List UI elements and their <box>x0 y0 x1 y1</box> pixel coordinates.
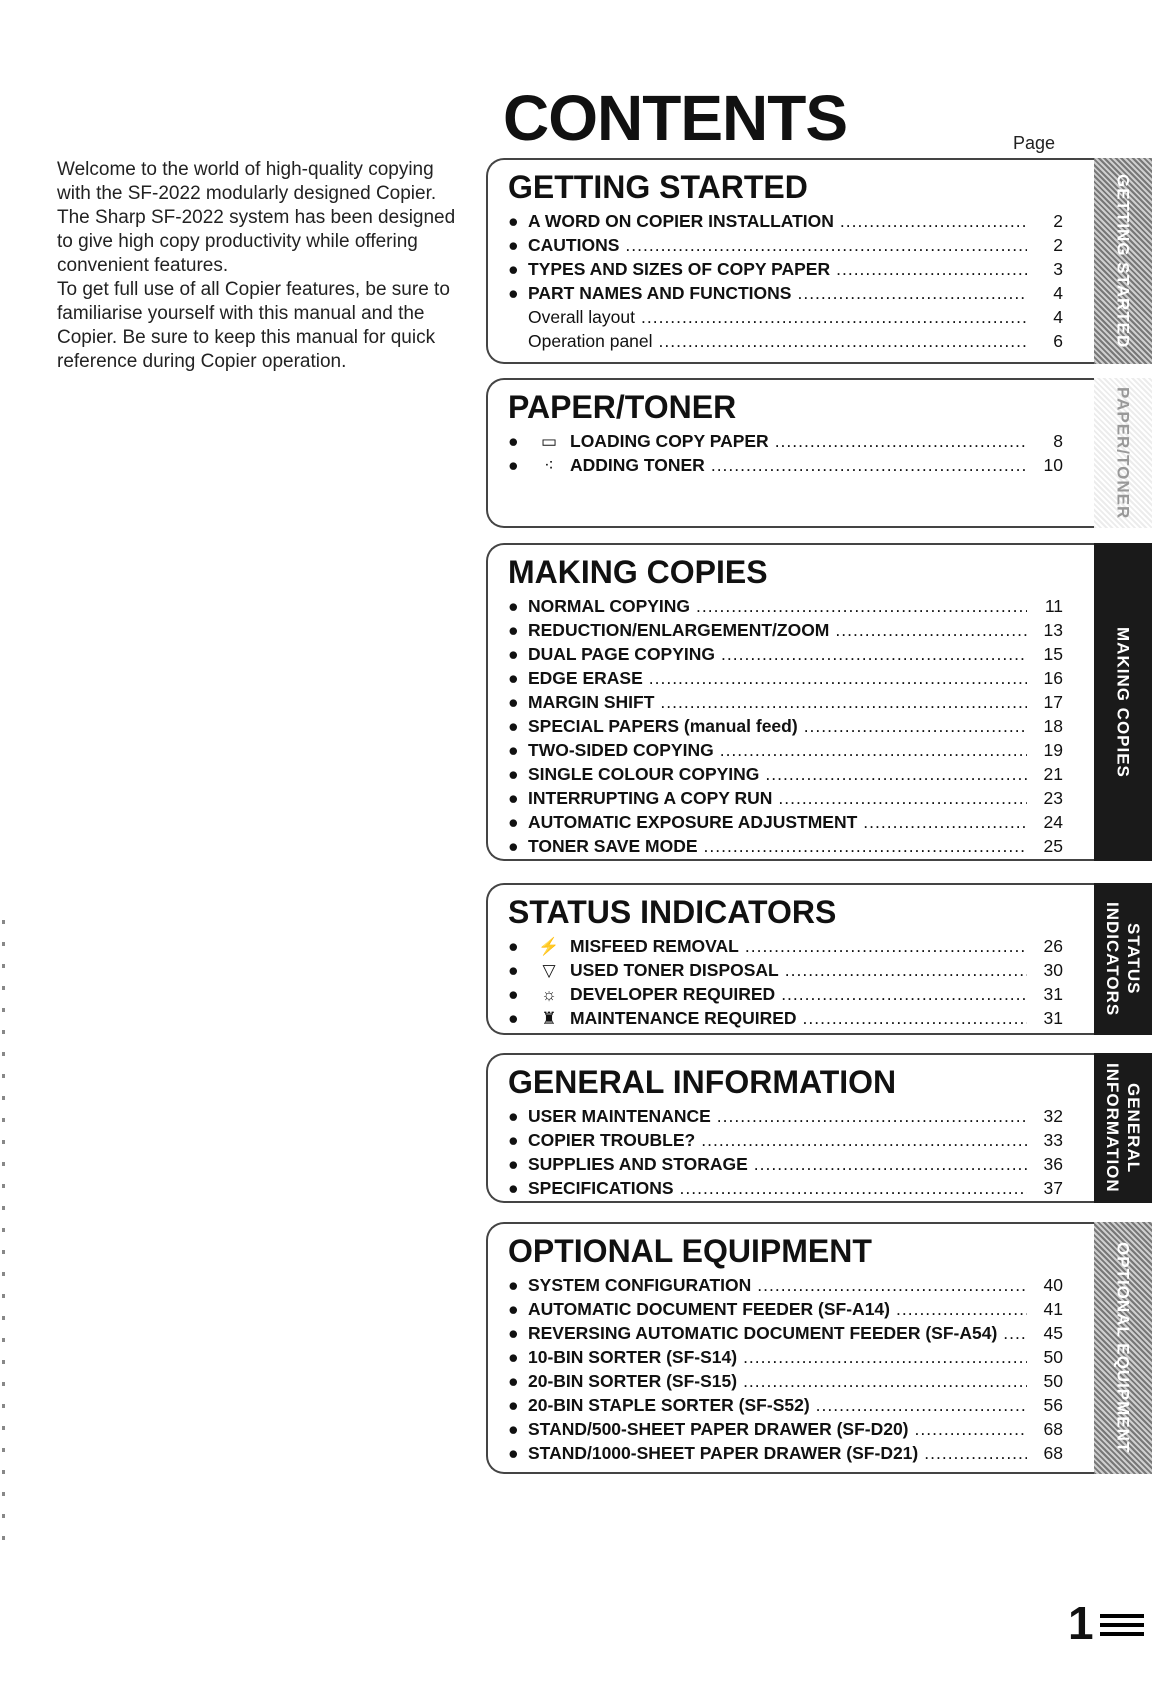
page-number: 41 <box>1043 1299 1063 1320</box>
bullet-icon: ● <box>508 1275 519 1296</box>
page-number: 31 <box>1043 984 1063 1005</box>
toc-entry[interactable]: ● STAND/1000-SHEET PAPER DRAWER (SF-D21) ..... 68 <box>488 1441 1063 1465</box>
bullet-icon: ● <box>508 211 519 232</box>
toc-entry[interactable]: ● DUAL PAGE COPYING ..... 15 <box>488 642 1063 666</box>
section-general-information <box>486 1053 1148 1203</box>
intro-text <box>57 158 462 374</box>
toc-entry[interactable]: ● SINGLE COLOUR COPYING ..... 21 <box>488 762 1063 786</box>
toc-list <box>488 209 1063 353</box>
bullet-icon: ● <box>508 788 519 809</box>
toc-entry[interactable]: ● SPECIFICATIONS ..... 37 <box>488 1176 1063 1200</box>
page-number: 23 <box>1043 788 1063 809</box>
toc-subentry[interactable]: Overall layout ..... 4 <box>488 305 1063 329</box>
section-paper-toner <box>486 378 1148 528</box>
tab-general-information[interactable]: GENERAL INFORMATION <box>1094 1053 1152 1203</box>
toc-list <box>488 934 1063 1030</box>
toc-entry[interactable]: ● AUTOMATIC EXPOSURE ADJUSTMENT ..... 24 <box>488 810 1063 834</box>
toc-entry[interactable]: ● COPIER TROUBLE? ..... 33 <box>488 1128 1063 1152</box>
section-getting-started <box>486 158 1148 364</box>
tab-status-indicators[interactable]: STATUS INDICATORS <box>1094 883 1152 1035</box>
section-heading: PAPER/TONER <box>508 389 737 425</box>
page-number: 50 <box>1043 1347 1063 1368</box>
page-number: 2 <box>1053 211 1063 232</box>
page-number: 45 <box>1043 1323 1063 1344</box>
bullet-icon: ● <box>508 644 519 665</box>
toc-entry[interactable]: ● ▭ LOADING COPY PAPER ..... 8 <box>488 429 1063 453</box>
toc-list <box>488 594 1063 858</box>
toc-entry[interactable]: ● TONER SAVE MODE ..... 25 <box>488 834 1063 858</box>
page-number: 68 <box>1043 1419 1063 1440</box>
toc-subentry[interactable]: Operation panel ..... 6 <box>488 329 1063 353</box>
page-number: 13 <box>1043 620 1063 641</box>
toc-entry[interactable]: ● ☼ DEVELOPER REQUIRED ..... 31 <box>488 982 1063 1006</box>
tab-getting-started[interactable]: GETTING STARTED <box>1094 158 1152 364</box>
page-number: 50 <box>1043 1371 1063 1392</box>
bullet-icon: ● <box>508 692 519 713</box>
page-title: CONTENTS <box>503 82 847 154</box>
bullet-icon: ● <box>508 1395 519 1416</box>
page-number: 21 <box>1043 764 1063 785</box>
toc-entry[interactable]: ● TYPES AND SIZES OF COPY PAPER ..... 3 <box>488 257 1063 281</box>
toc-entry[interactable]: ● ⚡ MISFEED REMOVAL ..... 26 <box>488 934 1063 958</box>
toc-entry[interactable]: ● SYSTEM CONFIGURATION ..... 40 <box>488 1273 1063 1297</box>
page-number: 33 <box>1043 1130 1063 1151</box>
bullet-icon: ● <box>508 1299 519 1320</box>
page-number: 56 <box>1043 1395 1063 1416</box>
bullet-icon: ● <box>508 984 519 1005</box>
toc-entry[interactable]: ● 10-BIN SORTER (SF-S14) ..... 50 <box>488 1345 1063 1369</box>
page-number: 4 <box>1053 307 1063 328</box>
paper-tray-icon: ▭ <box>540 432 558 452</box>
bullet-icon: ● <box>508 455 519 476</box>
toc-list <box>488 1273 1063 1465</box>
bullet-icon: ● <box>508 812 519 833</box>
page-number: 40 <box>1043 1275 1063 1296</box>
toc-entry[interactable]: ● A WORD ON COPIER INSTALLATION ..... 2 <box>488 209 1063 233</box>
toc-entry[interactable]: ● REVERSING AUTOMATIC DOCUMENT FEEDER (SF-A54) ..... 45 <box>488 1321 1063 1345</box>
toc-list <box>488 429 1063 477</box>
page-number: 2 <box>1053 235 1063 256</box>
page-number: 15 <box>1043 644 1063 665</box>
bullet-icon: ● <box>508 960 519 981</box>
section-optional-equipment <box>486 1222 1148 1474</box>
toc-entry[interactable]: ● USER MAINTENANCE ..... 32 <box>488 1104 1063 1128</box>
page-number: 30 <box>1043 960 1063 981</box>
toc-list <box>488 1104 1063 1200</box>
page-number: 36 <box>1043 1154 1063 1175</box>
bullet-icon: ● <box>508 1178 519 1199</box>
section-heading: MAKING COPIES <box>508 554 768 590</box>
page-number: 26 <box>1043 936 1063 957</box>
page-number: 11 <box>1044 596 1063 617</box>
maintenance-icon: ♜ <box>541 1009 557 1029</box>
toc-entry[interactable]: ● PART NAMES AND FUNCTIONS ..... 4 <box>488 281 1063 305</box>
page-number: 18 <box>1043 716 1063 737</box>
page-number: 8 <box>1053 431 1063 452</box>
bullet-icon: ● <box>508 1106 519 1127</box>
page-number: 25 <box>1043 836 1063 857</box>
used-toner-icon: ▽ <box>542 961 556 981</box>
toc-entry[interactable]: ● SUPPLIES AND STORAGE ..... 36 <box>488 1152 1063 1176</box>
bullet-icon: ● <box>508 1443 519 1464</box>
bullet-icon: ● <box>508 1347 519 1368</box>
bullet-icon: ● <box>508 620 519 641</box>
toc-entry[interactable]: ● ⁖ ADDING TONER ..... 10 <box>488 453 1063 477</box>
bullet-icon: ● <box>508 235 519 256</box>
page-number: 6 <box>1053 331 1063 352</box>
bullet-icon: ● <box>508 596 519 617</box>
page-number: 10 <box>1043 455 1063 476</box>
bullet-icon: ● <box>508 836 519 857</box>
bullet-icon: ● <box>508 764 519 785</box>
section-heading: GETTING STARTED <box>508 169 808 205</box>
toc-entry[interactable]: ● MARGIN SHIFT ..... 17 <box>488 690 1063 714</box>
page-number: 68 <box>1043 1443 1063 1464</box>
toc-entry[interactable]: ● ♜ MAINTENANCE REQUIRED ..... 31 <box>488 1006 1063 1030</box>
bullet-icon: ● <box>508 1323 519 1344</box>
toc-entry[interactable]: ● CAUTIONS ..... 2 <box>488 233 1063 257</box>
tab-paper-toner[interactable]: PAPER/TONER <box>1094 378 1152 528</box>
developer-icon: ☼ <box>541 985 557 1005</box>
toc-entry[interactable]: ● SPECIAL PAPERS (manual feed) ..... 18 <box>488 714 1063 738</box>
tab-making-copies[interactable]: MAKING COPIES <box>1094 543 1152 861</box>
intro-paragraph: Welcome to the world of high-quality copying with the SF-2022 modularly designed Copier. <box>57 159 437 204</box>
page-column-header: Page <box>1013 133 1056 153</box>
toc-entry[interactable]: ● 20-BIN SORTER (SF-S15) ..... 50 <box>488 1369 1063 1393</box>
bullet-icon: ● <box>508 1419 519 1440</box>
page-number: 17 <box>1043 692 1063 713</box>
section-heading: OPTIONAL EQUIPMENT <box>508 1233 872 1269</box>
page-number: 4 <box>1053 283 1063 304</box>
toc-entry[interactable]: ● 20-BIN STAPLE SORTER (SF-S52) ..... 56 <box>488 1393 1063 1417</box>
toc-entry[interactable]: ● ▽ USED TONER DISPOSAL ..... 30 <box>488 958 1063 982</box>
toner-icon: ⁖ <box>544 456 554 476</box>
bullet-icon: ● <box>508 1130 519 1151</box>
bullet-icon: ● <box>508 740 519 761</box>
page-number-footer: 1 <box>1068 1597 1094 1649</box>
section-heading: STATUS INDICATORS <box>508 894 837 930</box>
page-number: 16 <box>1043 668 1063 689</box>
bullet-icon: ● <box>508 1371 519 1392</box>
section-status-indicators <box>486 883 1148 1035</box>
page-number: 37 <box>1043 1178 1063 1199</box>
tab-optional-equipment[interactable]: OPTIONAL EQUIPMENT <box>1094 1222 1152 1474</box>
bullet-icon: ● <box>508 283 519 304</box>
page-number-bars <box>1100 1614 1144 1641</box>
misfeed-icon: ⚡ <box>538 937 560 957</box>
toc-entry[interactable]: ● EDGE ERASE ..... 16 <box>488 666 1063 690</box>
section-heading: GENERAL INFORMATION <box>508 1064 897 1100</box>
page-number: 19 <box>1043 740 1063 761</box>
page-number: 32 <box>1043 1106 1063 1127</box>
intro-paragraph: To get full use of all Copier features, be sure to familiarise yourself with this manual and the Copier. Be sure to keep this manual for quick reference during Copier operation. <box>57 279 450 372</box>
bullet-icon: ● <box>508 668 519 689</box>
page-number: 24 <box>1043 812 1063 833</box>
toc-entry[interactable]: ● TWO-SIDED COPYING ..... 19 <box>488 738 1063 762</box>
scan-edge-marks <box>2 920 5 1540</box>
toc-entry[interactable]: ● INTERRUPTING A COPY RUN ..... 23 <box>488 786 1063 810</box>
toc-entry[interactable]: ● STAND/500-SHEET PAPER DRAWER (SF-D20) ..... 68 <box>488 1417 1063 1441</box>
page-number: 31 <box>1043 1008 1063 1029</box>
bullet-icon: ● <box>508 936 519 957</box>
section-making-copies <box>486 543 1148 861</box>
bullet-icon: ● <box>508 716 519 737</box>
intro-paragraph: The Sharp SF-2022 system has been designed to give high copy productivity while offering convenient features. <box>57 207 456 276</box>
bullet-icon: ● <box>508 1154 519 1175</box>
page-number: 3 <box>1053 259 1063 280</box>
bullet-icon: ● <box>508 431 519 452</box>
bullet-icon: ● <box>508 259 519 280</box>
bullet-icon: ● <box>508 1008 519 1029</box>
toc-entry[interactable]: ● AUTOMATIC DOCUMENT FEEDER (SF-A14) ..... 41 <box>488 1297 1063 1321</box>
toc-entry[interactable]: ● NORMAL COPYING ..... 11 <box>488 594 1063 618</box>
toc-entry[interactable]: ● REDUCTION/ENLARGEMENT/ZOOM ..... 13 <box>488 618 1063 642</box>
